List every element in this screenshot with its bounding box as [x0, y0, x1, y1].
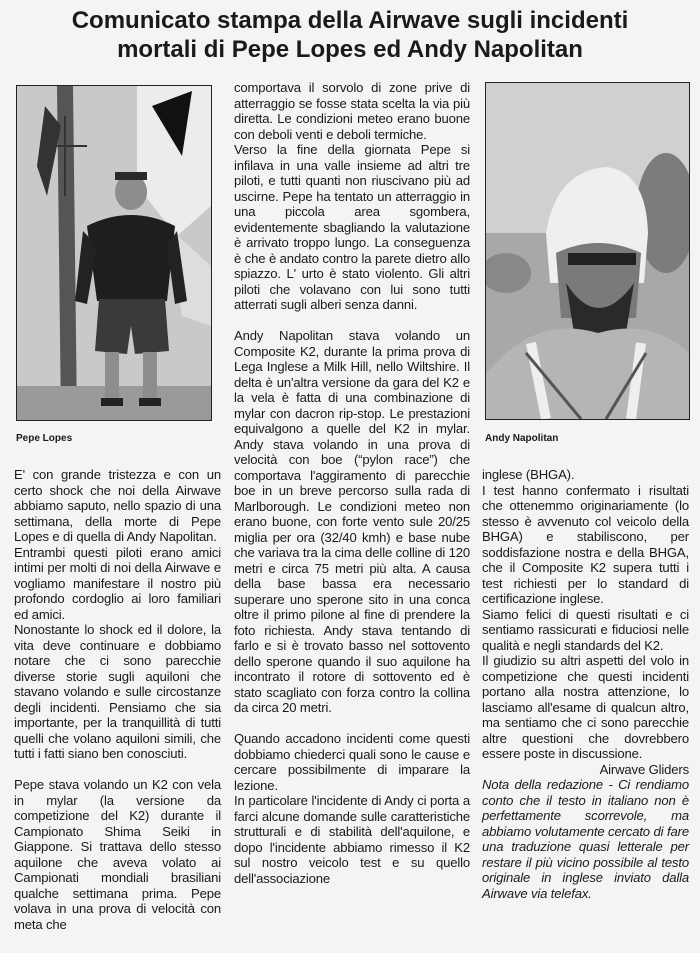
caption-pepe-lopes: Pepe Lopes [16, 433, 73, 444]
paragraph: E' con grande tristezza e con un certo shock che noi della Airwave abbiamo saputo, nello spazio di una settimana, della morte di Pepe Lopes e di quella di Andy Napolitan. [14, 467, 221, 544]
paragraph: comportava il sorvolo di zone prive di atterraggio se fosse stata scelta la via più diretta. Le condizioni meteo erano buone con deboli venti e deboli termiche. [234, 80, 470, 142]
paragraph: I test hanno confermato i risultati che ottenemmo originariamente (lo stesso è avvenuto col veicolo della BHGA) e stabiliscono, per soddisfazione nostra e della BHGA, che il Composite K2 supera tutti i test richiesti per lo standard di certificazione inglese. [482, 482, 689, 606]
paragraph: Nonostante lo shock ed il dolore, la vita deve continuare e dobbiamo notare che ci sono parecchie diverse storie sugli aquiloni che stavano volando e sulle circostanze degli incidenti. Pensiamo che sia importante, per la tranquillità di tutti quelli che volano aquiloni simili, che tutti i fatti siano ben conosciuti. [14, 622, 221, 761]
article-title [0, 6, 700, 64]
paragraph: Verso la fine della giornata Pepe si infilava in una valle insieme ad altri tre piloti, e tutti quanti non riuscivano più ad uscirne. Pepe ha tentato un atterraggio in una piccola area sgombera, evidentemente sbagliando la valutazione è arrivato troppo lungo. La conseguenza è che è andato contro la parete dietro allo spiazzo. L' urto è stato violento. Gli altri piloti che volavano con lui sono tutti atterrati sugli alberi senza danni. [234, 142, 470, 312]
title-line-1: Comunicato stampa della Airwave sugli incidenti [71, 7, 629, 34]
text-column-3 [482, 467, 689, 901]
paragraph: Pepe stava volando un K2 con vela in mylar (la versione da competizione del K2) durante il Campionato Shima Seiki in Giappone. Si trattava dello stesso aquilone che aveva volato ai Campionati mondiali brasiliani qualche settimana prima. Pepe volava in una prova di velocità con meta che [14, 777, 221, 932]
title-line-2: mortali di Pepe Lopes ed Andy Napolitan [117, 36, 583, 63]
andy-photo-illustration [486, 83, 689, 419]
text-column-2 [234, 80, 470, 886]
pepe-photo-illustration [17, 86, 211, 420]
paragraph: Entrambi questi piloti erano amici intimi per molti di noi della Airwave e vogliamo manifestare il nostro più profondo cordoglio ai loro familiari ed amici. [14, 544, 221, 622]
paragraph: In particolare l'incidente di Andy ci porta a farci alcune domande sulle caratteristiche strutturali e di stabilità dell'aquilone, e dopo l'incidente abbiamo rimesso il K2 sul nostro veicolo test e su quello dell'associazione [234, 793, 470, 886]
paragraph: Il giudizio su altri aspetti del volo in competizione che questi incidenti portano alla nostra attenzione, lo lasciamo all'esame di qualcun altro, ma sentiamo che ci sono parecchie altre questioni che dovrebbero essere poste in discussione. [482, 653, 689, 761]
signature: Airwave Gliders [599, 761, 689, 777]
pepe-lopes-photo [16, 85, 212, 421]
paragraph: Andy Napolitan stava volando un Composite K2, durante la prima prova di Lega Inglese a Milk Hill, nello Wiltshire. Il delta è un'altra versione da gara del K2 e la vela è fatta di una combinazione di mylar con dacron rip-stop. Le prestazioni equivalgono a quelle del K2 in mylar. Andy stava volando in una prova di velocità con boe (“pylon race”) che comportava l'aggiramento di parecchie boe in un breve percorso sulla rada di Marlborough. Le condizioni meteo non erano buone, con forte vento sule 20/25 miglia per ora (32/40 kmh) e base nube che variava tra la cima delle colline di 120 metri e circa 75 metri più alta. A causa della base bassa era necessario superare uno sperone sito in una conca oltre il primo pilone al fine di prendere la foto richiesta. Andy stava tentando di farlo e si è trovato basso nel sottovento dello sperone quando il suo aquilone ha incontrato il rotore di sottovento ed è stato scagliato con forza contro la collina da circa 20 metri. [234, 328, 470, 715]
andy-napolitan-photo [485, 82, 690, 420]
paragraph: inglese (BHGA). [482, 467, 575, 482]
caption-andy-napolitan: Andy Napolitan [485, 433, 559, 444]
text-column-1 [14, 467, 221, 932]
paragraph: Quando accadono incidenti come questi dobbiamo chiederci quali sono le cause e cercare possibilmente di imparare la lezione. [234, 731, 470, 793]
editor-note: Nota della redazione - Ci rendiamo conto che il testo in italiano non è perfettamente scorrevole, ma abbiamo volutamente cercato di fare una traduzione quasi letterale per restare il più vicino possibile al testo originale in inglese inviato dalla Airwave via telefax. [482, 777, 689, 901]
paragraph: Siamo felici di questi risultati e ci sentiamo rassicurati e fiduciosi nelle qualità e negli standards del K2. [482, 606, 689, 653]
